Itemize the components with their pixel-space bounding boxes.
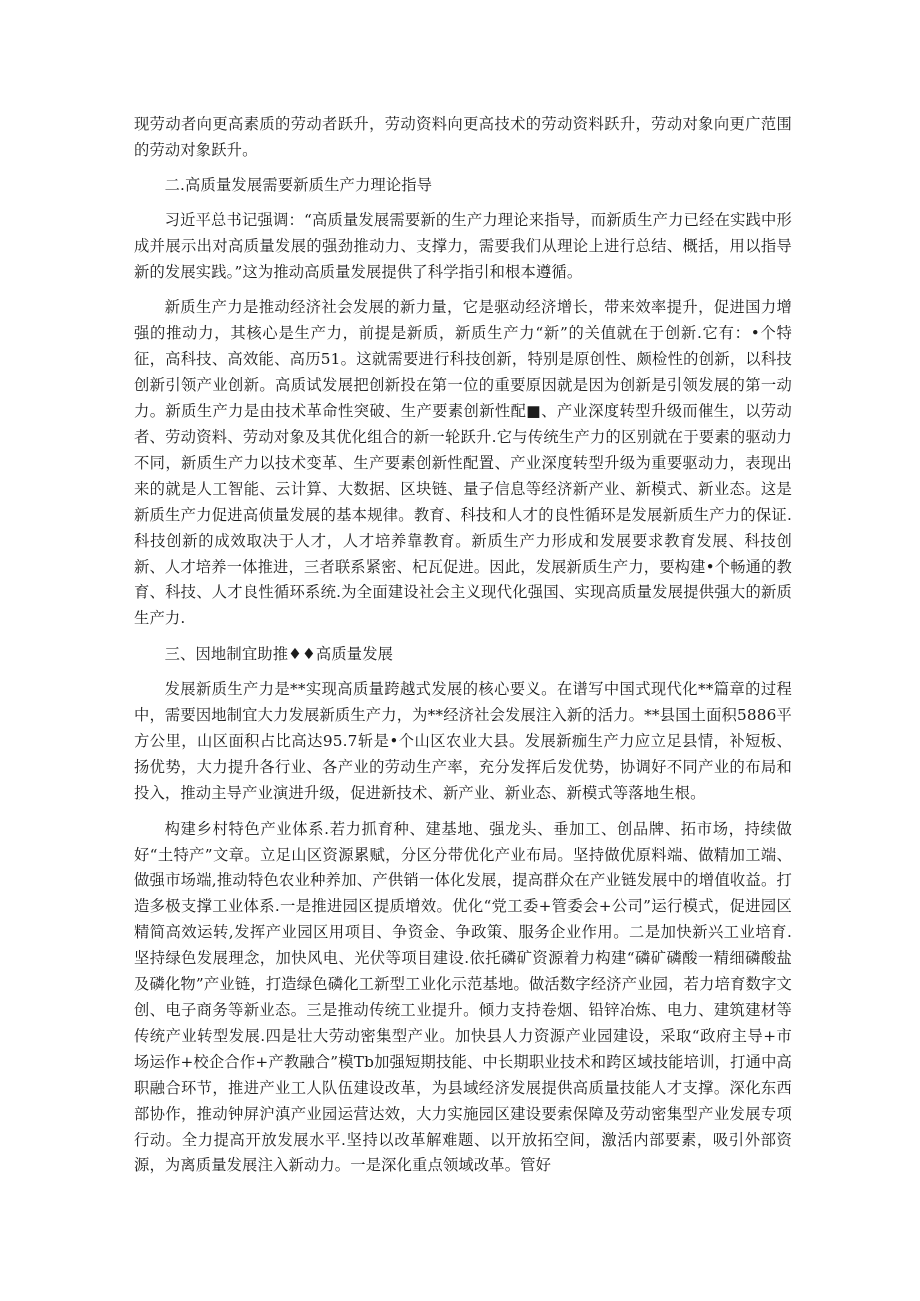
paragraph-new-productivity: 新质生产力是推动经济社会发展的新力量，它是驱动经济增长，带来效率提升，促进国力增强的推动力，其核心是生产力，前提是新质，新质生产力“新”的关值就在于创新.它有：•个特征，高科技、高效能、高历51。这就需要进行科技创新，特别是原创性、颇检性的创新，以科技创新引领产业创新。高质试发展把创新投在第一位的重要原因就是因为创新是引领发展的第一动力。新质生产力是由技术革命性突破、生产要素创新性配■、产业深度转型升级而催生，以劳动者、劳动资料、劳动对象及其优化组合的新一轮跃升.它与传统生产力的区别就在于要素的驱动力不同，新质生产力以技术变革、生产要素创新性配置、产业深度转型升级为重要驱动力，表现出来的就是人工智能、云计算、大数据、区块链、量子信息等经济新产业、新模式、新业态。这是新质生产力促进高侦量发展的基本规律。教育、科技和人才的良性循环是发展新质生产力的保证.科技创新的成效取决于人才，人才培养靠教育。新质生产力形成和发展要求教育发展、科技创新、人才培养一体推进，三者联系紧密、杞瓦促进。因此，发展新质生产力，要构建•个畅通的教育、科技、人才良性循环系统.为全面建设社会主义现代化强国、实现高质量发展提供强大的新质生产力. bbox=[134, 298, 792, 628]
paragraph-continued: 现劳动者向更高素质的劳动者跃升，劳动资料向更高技术的劳动资料跃升，劳动对象向更广范围的劳动对象跃升。 bbox=[134, 115, 792, 159]
paragraph-industry-system: 构建乡村特色产业体系.若力抓育种、建基地、强龙头、垂加工、创品牌、拓市场，持续做好“土特产”文章。立足山区资源累赋，分区分带优化产业布局。坚持做优原料端、做精加工端、做强市场端,推动特色农业种养加、产供销一体化发展，提高群众在产业链发展中的增值收益。打造多极支撑工业体系.一是推进园区提质增效。优化“党工委+管委会+公司”运行模式，促进园区精简高效运转,发挥产业园区用项目、争资金、争政策、服务企业作用。二是加快新兴工业培育.坚持绿色发展理念，加快风电、光伏等项目建设.依托磷矿资源着力构建“磷矿磷酸一精细磷酸盐及磷化物”产业链，打造绿色磷化工新型工业化示范基地。做活数字经济产业园，若力培育数字文创、电子商务等新业态。三是推动传统工业提升。倾力支持卷烟、铅锌冶炼、电力、建筑建材等传统产业转型发展.四是壮大劳动密集型产业。加快县人力资源产业园建设，采取“政府主导+市场运作+校企合作+产教融合”模Tb加强短期技能、中长期职业技术和跨区域技能培训，打通中高职融合环节，推进产业工人队伍建设改革，为县域经济发展提供高质量技能人才支撑。深化东西部协作，推动钟屏沪滇产业园运营达效，大力实施园区建设要索保障及劳动密集型产业发展专项行动。全力提高开放发展水平.坚持以改革解难题、以开放拓空间，激活内部要素，吸引外部资源，为离质量发展注入新动力。一是深化重点领域改革。管好 bbox=[134, 819, 792, 1175]
paragraph-quote: 习近平总书记强调：“高质量发展需要新的生产力理论来指导，而新质生产力已经在实践中形成并展示出对高质量发展的强劲推动力、支撑力，需要我们从理论上进行总结、概括，用以指导新的发展实践。”这为推动高质量发展提供了科学指引和根本遵循。 bbox=[134, 210, 792, 281]
section-heading-3: 三、因地制宜助推♦♦高质量发展 bbox=[164, 645, 394, 664]
section-heading-2: 二.高质量发展需要新质生产力理论指导 bbox=[164, 175, 433, 194]
paragraph-local-development: 发展新质生产力是**实现高质量跨越式发展的核心要义。在谱写中国式现代化**篇章的过程中，需要因地制宜大力发展新质生产力，为**经济社会发展注入新的活力。**县国土面积5886平方公里，山区面积占比高达95.7斩是•个山区农业大县。发展新痂生产力应立足县情，补短板、扬优势，大力提升各行业、各产业的劳动生产率，充分发挥后发优势，协调好不同产业的布局和投入，推动主导产业演进升级，促进新技术、新产业、新业态、新模式等落地生根。 bbox=[134, 680, 792, 802]
